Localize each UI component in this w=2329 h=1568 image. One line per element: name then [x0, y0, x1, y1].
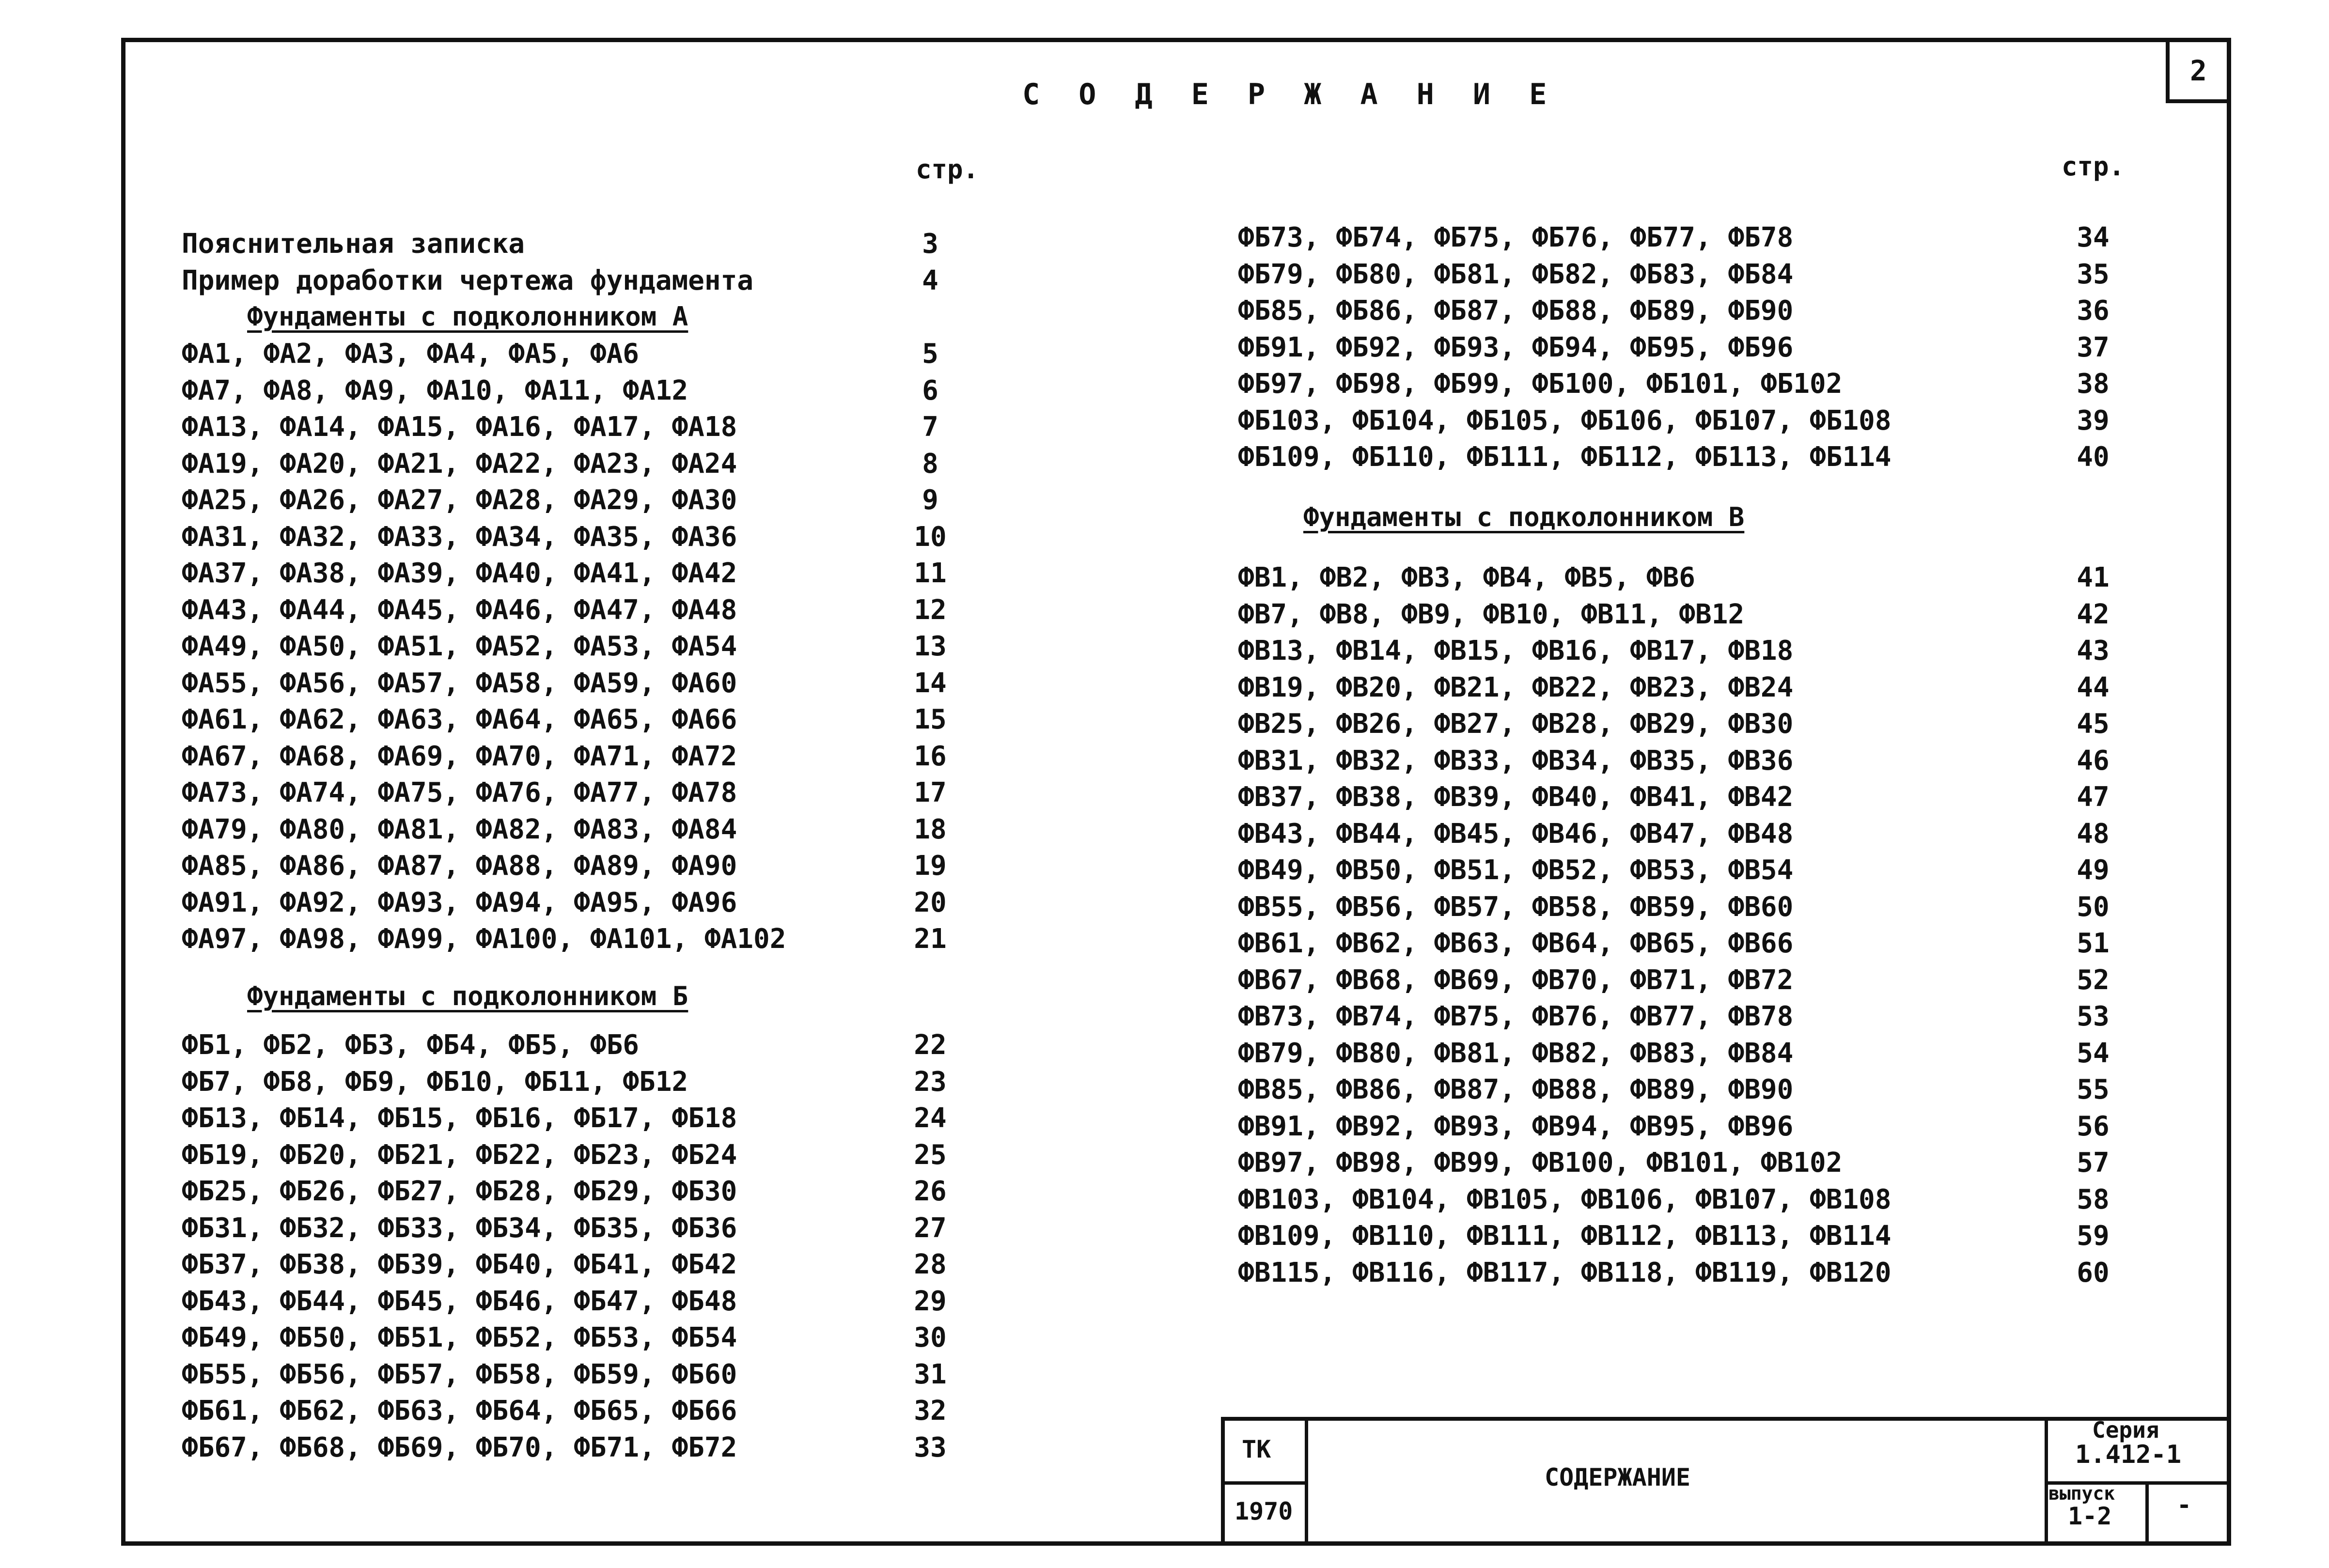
toc-entry-name: ФА97, ФА98, ФА99, ФА100, ФА101, ФА102 [182, 923, 786, 955]
toc-entry-page: 14 [914, 667, 947, 699]
sheet-number: 2 [2166, 38, 2231, 103]
toc-entry-name: ФБ13, ФБ14, ФБ15, ФБ16, ФБ17, ФБ18 [182, 1102, 737, 1134]
toc-entry-page: 7 [922, 411, 938, 443]
toc-entry-page: 59 [2077, 1220, 2110, 1252]
toc-entry-name: ФВ19, ФВ20, ФВ21, ФВ22, ФВ23, ФВ24 [1238, 671, 1794, 703]
toc-entry-page: 27 [914, 1212, 947, 1244]
toc-entry-name: ФБ55, ФБ56, ФБ57, ФБ58, ФБ59, ФБ60 [182, 1358, 737, 1390]
page-title: С О Д Е Р Ж А Н И Е [1022, 78, 1558, 111]
toc-entry-page: 56 [2077, 1110, 2110, 1142]
toc-entry-name: ФБ67, ФБ68, ФБ69, ФБ70, ФБ71, ФБ72 [182, 1431, 737, 1463]
section-title-v: Фундаменты с подколонником В [1303, 502, 1745, 532]
toc-entry-page: 31 [914, 1358, 947, 1390]
toc-entry-name: Пример доработки чертежа фундамента [182, 264, 754, 296]
toc-entry-name: ФВ1, ФВ2, ФВ3, ФВ4, ФВ5, ФВ6 [1238, 562, 1696, 593]
toc-entry-name: ФВ37, ФВ38, ФВ39, ФВ40, ФВ41, ФВ42 [1238, 781, 1794, 813]
toc-entry-page: 24 [914, 1102, 947, 1134]
toc-entry-page: 23 [914, 1066, 947, 1098]
title-block [1221, 1417, 2231, 1546]
toc-entry-page: 47 [2077, 781, 2110, 813]
toc-entry-name: ФБ97, ФБ98, ФБ99, ФБ100, ФБ101, ФБ102 [1238, 368, 1843, 400]
toc-entry-page: 9 [922, 484, 938, 516]
toc-entry-name: ФБ85, ФБ86, ФБ87, ФБ88, ФБ89, ФБ90 [1238, 295, 1794, 326]
section-title-b: Фундаменты с подколонником Б [247, 981, 688, 1011]
toc-entry-name: ФВ49, ФВ50, ФВ51, ФВ52, ФВ53, ФВ54 [1238, 854, 1794, 886]
toc-entry-page: 55 [2077, 1074, 2110, 1105]
toc-entry-name: ФА61, ФА62, ФА63, ФА64, ФА65, ФА66 [182, 704, 737, 735]
stamp-issue-label: выпуск [2048, 1483, 2115, 1504]
toc-entry-name: Пояснительная записка [182, 228, 525, 260]
toc-entry-name: ФБ103, ФБ104, ФБ105, ФБ106, ФБ107, ФБ108 [1238, 404, 1891, 436]
toc-entry-page: 53 [2077, 1001, 2110, 1032]
toc-entry-page: 34 [2077, 222, 2110, 253]
toc-entry-name: ФБ109, ФБ110, ФБ111, ФБ112, ФБ113, ФБ114 [1238, 441, 1891, 473]
toc-entry-page: 43 [2077, 635, 2110, 667]
toc-entry-name: ФВ103, ФВ104, ФВ105, ФВ106, ФВ107, ФВ108 [1238, 1183, 1891, 1215]
toc-entry-page: 30 [914, 1322, 947, 1353]
toc-entry-page: 57 [2077, 1147, 2110, 1179]
toc-entry-name: ФБ73, ФБ74, ФБ75, ФБ76, ФБ77, ФБ78 [1238, 222, 1794, 253]
toc-entry-name: ФБ31, ФБ32, ФБ33, ФБ34, ФБ35, ФБ36 [182, 1212, 737, 1244]
toc-entry-page: 11 [914, 558, 947, 589]
toc-entry-name: ФА85, ФА86, ФА87, ФА88, ФА89, ФА90 [182, 850, 737, 882]
toc-entry-page: 39 [2077, 404, 2110, 436]
toc-entry-name: ФБ91, ФБ92, ФБ93, ФБ94, ФБ95, ФБ96 [1238, 331, 1794, 363]
page-column-header-right: стр. [2062, 151, 2125, 182]
toc-entry-page: 28 [914, 1249, 947, 1280]
toc-entry-name: ФВ13, ФВ14, ФВ15, ФВ16, ФВ17, ФВ18 [1238, 635, 1794, 667]
toc-entry-page: 48 [2077, 818, 2110, 850]
toc-entry-page: 15 [914, 704, 947, 735]
toc-entry-name: ФВ109, ФВ110, ФВ111, ФВ112, ФВ113, ФВ114 [1238, 1220, 1891, 1252]
toc-entry-page: 20 [914, 886, 947, 918]
toc-entry-name: ФА13, ФА14, ФА15, ФА16, ФА17, ФА18 [182, 411, 737, 443]
toc-entry-page: 40 [2077, 441, 2110, 473]
toc-entry-page: 29 [914, 1285, 947, 1317]
toc-entry-name: ФБ19, ФБ20, ФБ21, ФБ22, ФБ23, ФБ24 [182, 1139, 737, 1171]
toc-entry-page: 22 [914, 1029, 947, 1061]
stamp-series-value: 1.412-1 [2075, 1440, 2182, 1469]
toc-entry-name: ФА19, ФА20, ФА21, ФА22, ФА23, ФА24 [182, 448, 737, 480]
toc-entry-name: ФВ73, ФВ74, ФВ75, ФВ76, ФВ77, ФВ78 [1238, 1001, 1794, 1032]
toc-entry-name: ФА55, ФА56, ФА57, ФА58, ФА59, ФА60 [182, 667, 737, 699]
toc-entry-page: 32 [914, 1395, 947, 1427]
toc-entry-page: 26 [914, 1176, 947, 1207]
toc-entry-page: 36 [2077, 295, 2110, 326]
toc-entry-name: ФБ1, ФБ2, ФБ3, ФБ4, ФБ5, ФБ6 [182, 1029, 640, 1061]
toc-entry-page: 18 [914, 813, 947, 845]
toc-entry-page: 25 [914, 1139, 947, 1171]
section-title-a: Фундаменты с подколонником А [247, 301, 688, 332]
toc-entry-name: ФБ37, ФБ38, ФБ39, ФБ40, ФБ41, ФБ42 [182, 1249, 737, 1280]
toc-entry-page: 54 [2077, 1037, 2110, 1069]
toc-entry-page: 51 [2077, 928, 2110, 959]
toc-entry-page: 4 [922, 264, 938, 296]
toc-entry-page: 8 [922, 448, 938, 480]
toc-entry-page: 50 [2077, 891, 2110, 923]
toc-entry-page: 13 [914, 631, 947, 662]
toc-entry-name: ФВ7, ФВ8, ФВ9, ФВ10, ФВ11, ФВ12 [1238, 598, 1745, 630]
toc-entry-name: ФА1, ФА2, ФА3, ФА4, ФА5, ФА6 [182, 338, 640, 370]
toc-entry-name: ФВ61, ФВ62, ФВ63, ФВ64, ФВ65, ФВ66 [1238, 928, 1794, 959]
toc-entry-name: ФА43, ФА44, ФА45, ФА46, ФА47, ФА48 [182, 594, 737, 626]
toc-entry-page: 10 [914, 521, 947, 553]
toc-entry-name: ФА37, ФА38, ФА39, ФА40, ФА41, ФА42 [182, 558, 737, 589]
toc-entry-name: ФБ61, ФБ62, ФБ63, ФБ64, ФБ65, ФБ66 [182, 1395, 737, 1427]
toc-entry-page: 33 [914, 1431, 947, 1463]
toc-entry-name: ФВ67, ФВ68, ФВ69, ФВ70, ФВ71, ФВ72 [1238, 964, 1794, 996]
toc-entry-page: 58 [2077, 1183, 2110, 1215]
toc-entry-name: ФА31, ФА32, ФА33, ФА34, ФА35, ФА36 [182, 521, 737, 553]
stamp-org: ТК [1242, 1435, 1271, 1463]
toc-entry-page: 16 [914, 740, 947, 772]
toc-entry-name: ФА25, ФА26, ФА27, ФА28, ФА29, ФА30 [182, 484, 737, 516]
toc-entry-page: 6 [922, 374, 938, 406]
toc-entry-name: ФВ79, ФВ80, ФВ81, ФВ82, ФВ83, ФВ84 [1238, 1037, 1794, 1069]
toc-entry-name: ФВ43, ФВ44, ФВ45, ФВ46, ФВ47, ФВ48 [1238, 818, 1794, 850]
toc-entry-name: ФБ43, ФБ44, ФБ45, ФБ46, ФБ47, ФБ48 [182, 1285, 737, 1317]
toc-entry-page: 41 [2077, 562, 2110, 593]
toc-entry-name: ФА91, ФА92, ФА93, ФА94, ФА95, ФА96 [182, 886, 737, 918]
toc-entry-name: ФБ7, ФБ8, ФБ9, ФБ10, ФБ11, ФБ12 [182, 1066, 688, 1098]
toc-entry-page: 37 [2077, 331, 2110, 363]
toc-entry-page: 44 [2077, 671, 2110, 703]
toc-entry-name: ФБ49, ФБ50, ФБ51, ФБ52, ФБ53, ФБ54 [182, 1322, 737, 1353]
toc-entry-name: ФБ25, ФБ26, ФБ27, ФБ28, ФБ29, ФБ30 [182, 1176, 737, 1207]
toc-entry-name: ФВ85, ФВ86, ФВ87, ФВ88, ФВ89, ФВ90 [1238, 1074, 1794, 1105]
toc-entry-page: 12 [914, 594, 947, 626]
toc-entry-page: 21 [914, 923, 947, 955]
toc-entry-name: ФА73, ФА74, ФА75, ФА76, ФА77, ФА78 [182, 777, 737, 808]
toc-entry-name: ФВ115, ФВ116, ФВ117, ФВ118, ФВ119, ФВ120 [1238, 1257, 1891, 1289]
toc-entry-page: 35 [2077, 258, 2110, 290]
toc-entry-page: 17 [914, 777, 947, 808]
toc-entry-name: ФВ31, ФВ32, ФВ33, ФВ34, ФВ35, ФВ36 [1238, 745, 1794, 776]
toc-entry-page: 52 [2077, 964, 2110, 996]
toc-entry-page: 60 [2077, 1257, 2110, 1289]
toc-entry-page: 38 [2077, 368, 2110, 400]
toc-entry-name: ФВ97, ФВ98, ФВ99, ФВ100, ФВ101, ФВ102 [1238, 1147, 1843, 1179]
stamp-title: СОДЕРЖАНИЕ [1545, 1463, 1691, 1491]
stamp-sheet-extra: - [2177, 1491, 2192, 1519]
toc-entry-page: 46 [2077, 745, 2110, 776]
toc-entry-name: ФА7, ФА8, ФА9, ФА10, ФА11, ФА12 [182, 374, 688, 406]
page-column-header-left: стр. [916, 154, 979, 185]
toc-entry-page: 49 [2077, 854, 2110, 886]
toc-entry-page: 42 [2077, 598, 2110, 630]
toc-entry-name: ФА67, ФА68, ФА69, ФА70, ФА71, ФА72 [182, 740, 737, 772]
toc-entry-name: ФА49, ФА50, ФА51, ФА52, ФА53, ФА54 [182, 631, 737, 662]
toc-entry-page: 19 [914, 850, 947, 882]
toc-entry-page: 5 [922, 338, 938, 370]
toc-entry-name: ФА79, ФА80, ФА81, ФА82, ФА83, ФА84 [182, 813, 737, 845]
stamp-series-label: Серия [2092, 1417, 2159, 1443]
stamp-issue-value: 1-2 [2068, 1502, 2112, 1530]
toc-entry-page: 3 [922, 228, 938, 260]
toc-entry-name: ФВ25, ФВ26, ФВ27, ФВ28, ФВ29, ФВ30 [1238, 708, 1794, 740]
toc-entry-name: ФВ55, ФВ56, ФВ57, ФВ58, ФВ59, ФВ60 [1238, 891, 1794, 923]
toc-entry-name: ФБ79, ФБ80, ФБ81, ФБ82, ФБ83, ФБ84 [1238, 258, 1794, 290]
toc-entry-page: 45 [2077, 708, 2110, 740]
stamp-year: 1970 [1235, 1497, 1293, 1525]
toc-entry-name: ФВ91, ФВ92, ФВ93, ФВ94, ФВ95, ФВ96 [1238, 1110, 1794, 1142]
